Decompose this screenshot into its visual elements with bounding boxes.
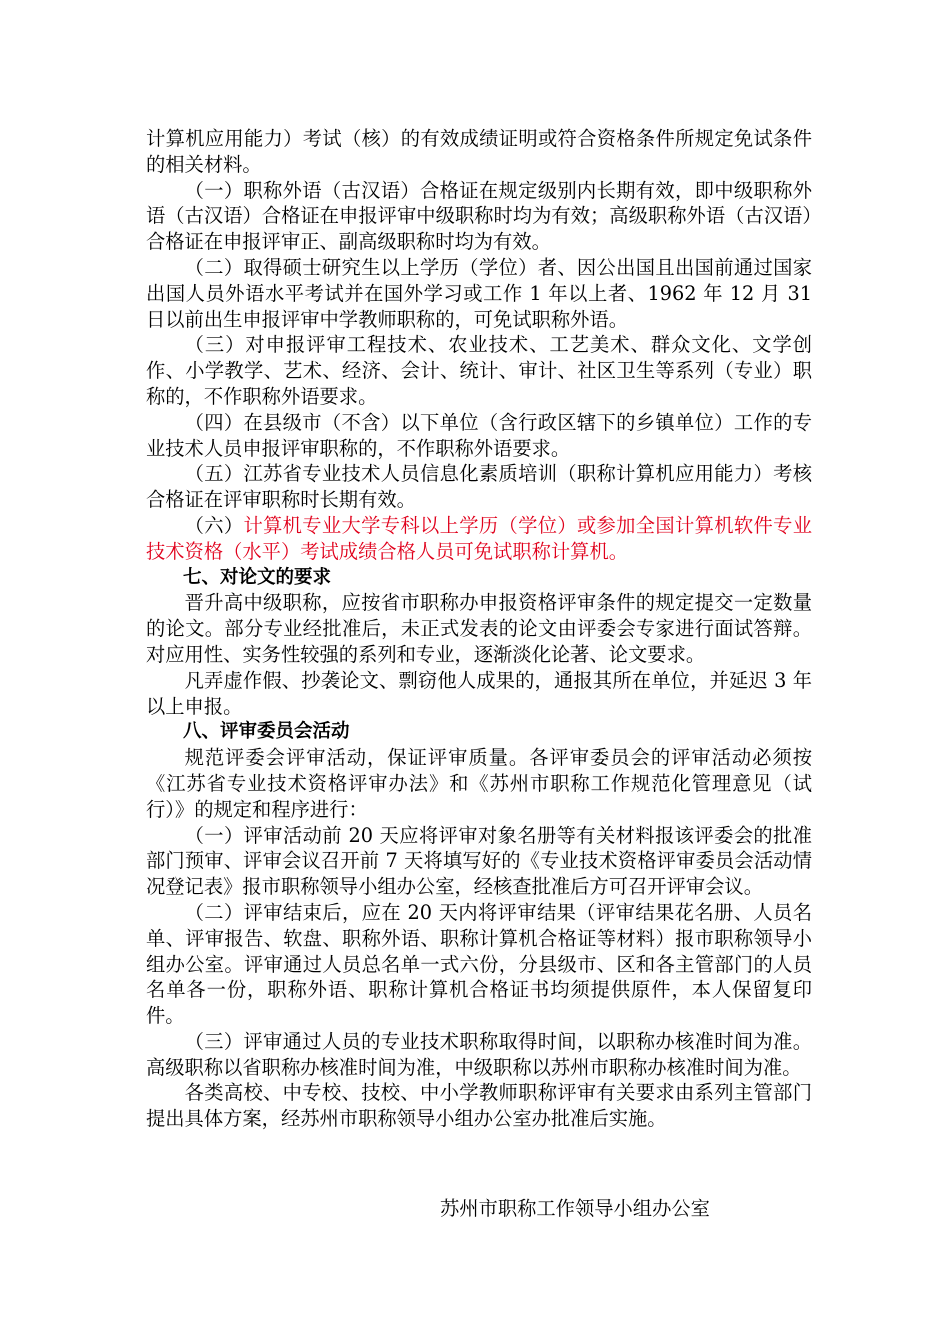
paragraph-item-2: （二）取得硕士研究生以上学历（学位）者、因公出国且出国前通过国家出国人员外语水平考试并在国外学习或工作 1 年以上者、1962 年 12 月 31 日以前出生申报评审中学教师职称的，可免试职称外语。: [146, 255, 812, 331]
paragraph-committee-item-1: （一）评审活动前 20 天应将评审对象名册等有关材料报该评委会的批准部门预审、评审会议召开前 7 天将填写好的《专业技术资格评审委员会活动情况登记表》报市职称领导小组办公室，经核查批准后方可召开评审会议。: [146, 823, 812, 899]
paragraph-item-6: [146, 513, 812, 565]
paragraph-thesis-requirement: 晋升高中级职称，应按省市职称办申报资格评审条件的规定提交一定数量的论文。部分专业经批准后，未正式发表的论文由评委会专家进行面试答辩。对应用性、实务性较强的系列和专业，逐渐淡化论著、论文要求。: [146, 591, 812, 666]
paragraph-item-3: （三）对申报评审工程技术、农业技术、工艺美术、群众文化、文学创作、小学教学、艺术、经济、会计、统计、审计、社区卫生等系列（专业）职称的，不作职称外语要求。: [146, 333, 812, 408]
section-heading-7: 七、对论文的要求: [183, 566, 332, 588]
paragraph-plagiarism: 凡弄虚作假、抄袭论文、剽窃他人成果的，通报其所在单位，并延迟 3 年以上申报。: [146, 668, 812, 718]
paragraph-closing: 各类高校、中专校、技校、中小学教师职称评审有关要求由系列主管部门提出具体方案，经苏州市职称领导小组办公室办批准后实施。: [146, 1081, 812, 1131]
signature-issuer: 苏州市职称工作领导小组办公室: [440, 1197, 710, 1220]
section-heading-8: 八、评审委员会活动: [183, 721, 350, 743]
paragraph-committee-item-2: （二）评审结束后，应在 20 天内将评审结果（评审结果花名册、人员名单、评审报告、软盘、职称外语、职称计算机合格证等材料）报市职称领导小组办公室。评审通过人员总名单一式六份，分县级市、区和各主管部门的人员名单各一份，职称外语、职称计算机合格证书均须提供原件，本人保留复印件。: [146, 900, 812, 1028]
highlighted-text: 计算机专业大学专科以上学历（学位）或参加全国计算机软件专业技术资格（水平）考试成绩合格人员可免试职称计算机。: [146, 513, 813, 563]
paragraph-item-4: （四）在县级市（不含）以下单位（含行政区辖下的乡镇单位）工作的专业技术人员申报评审职称的，不作职称外语要求。: [146, 410, 812, 460]
paragraph-item-5: （五）江苏省专业技术人员信息化素质培训（职称计算机应用能力）考核合格证在评审职称时长期有效。: [146, 462, 812, 512]
paragraph-committee-item-3: （三）评审通过人员的专业技术职称取得时间，以职称办核准时间为准。高级职称以省职称办核准时间为准，中级职称以苏州市职称办核准时间为准。: [146, 1029, 812, 1079]
paragraph-item-1: （一）职称外语（古汉语）合格证在规定级别内长期有效，即中级职称外语（古汉语）合格证在申报评审中级职称时均为有效；高级职称外语（古汉语）合格证在申报评审正、副高级职称时均为有效。: [146, 178, 812, 254]
paragraph-intro: 计算机应用能力）考试（核）的有效成绩证明或符合资格条件所规定免试条件的相关材料。: [146, 127, 812, 176]
document-body: [146, 126, 812, 1132]
paragraph-item-6-prefix: （六）: [184, 513, 244, 537]
paragraph-committee-rules: 规范评委会评审活动，保证评审质量。各评审委员会的评审活动必须按《江苏省专业技术资格评审办法》和《苏州市职称工作规范化管理意见（试行）》的规定和程序进行：: [146, 746, 812, 821]
